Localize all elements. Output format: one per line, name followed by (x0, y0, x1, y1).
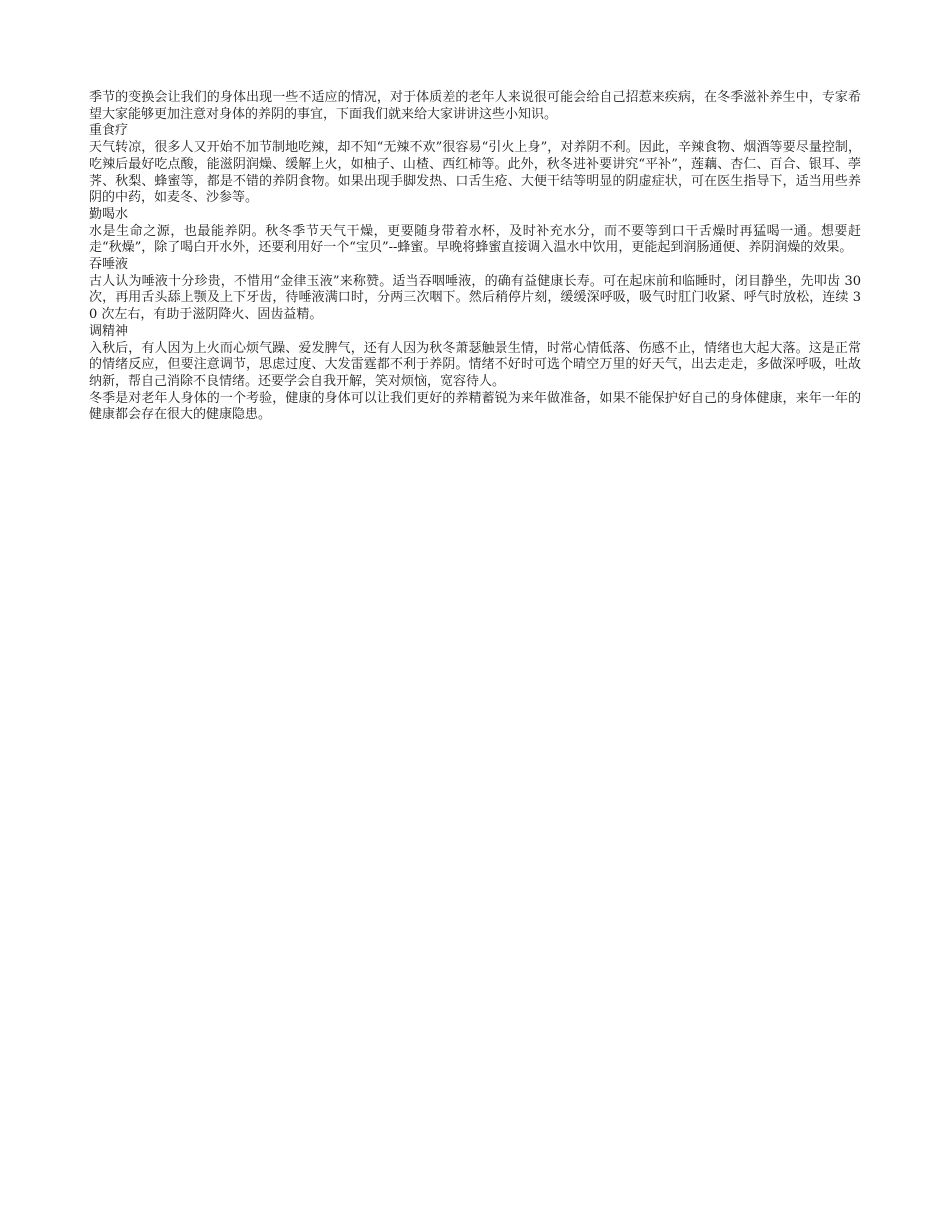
section-body-water: 水是生命之源，也最能养阴。秋冬季节天气干燥，更要随身带着水杯，及时补充水分，而不要等到口干舌燥时再猛喝一通。想要赶走“秋燥”，除了喝白开水外，还要利用好一个“宝贝”--蜂蜜。早晚将蜂蜜直接调入温水中饮用，更能起到润肠通便、养阴润燥的效果。 (89, 223, 861, 256)
article (89, 90, 866, 424)
section-body-spirit: 入秋后，有人因为上火而心烦气躁、爱发脾气，还有人因为秋冬萧瑟触景生情，时常心情低落、伤感不止，情绪也大起大落。这是正常的情绪反应，但要注意调节，思虑过度、大发雷霆都不利于养阴。情绪不好时可选个晴空万里的好天气，出去走走，多做深呼吸，吐故纳新，帮自己消除不良情绪。还要学会自我开解，笑对烦恼，宽容待人。 (89, 340, 861, 389)
section-heading-saliva: 吞唾液 (89, 257, 129, 273)
section-body-diet: 天气转凉，很多人又开始不加节制地吃辣，却不知“无辣不欢”很容易“引火上身”，对养阴不利。因此，辛辣食物、烟酒等要尽量控制，吃辣后最好吃点酸，能滋阴润燥、缓解上火，如柚子、山楂、西红柿等。此外，秋冬进补要讲究“平补”，莲藕、杏仁、百合、银耳、荸荠、秋梨、蜂蜜等，都是不错的养阴食物。如果出现手脚发热、口舌生疮、大便干结等明显的阴虚症状，可在医生指导下，适当用些养阴的中药，如麦冬、沙参等。 (89, 140, 861, 206)
intro-paragraph: 季节的变换会让我们的身体出现一些不适应的情况，对于体质差的老年人来说很可能会给自己招惹来疾病，在冬季滋补养生中，专家希望大家能够更加注意对身体的养阴的事宜，下面我们就来给大家讲讲这些小知识。 (89, 90, 861, 122)
conclusion-paragraph: 冬季是对老年人身体的一个考验，健康的身体可以让我们更好的养精蓄锐为来年做准备，如果不能保护好自己的身体健康，来年一年的健康都会存在很大的健康隐患。 (89, 390, 861, 423)
section-heading-spirit: 调精神 (89, 323, 129, 339)
section-heading-water: 勤喝水 (89, 206, 129, 222)
section-heading-diet: 重食疗 (89, 123, 129, 139)
section-body-saliva: 古人认为唾液十分珍贵，不惜用“金律玉液”来称赞。适当吞咽唾液，的确有益健康长寿。可在起床前和临睡时，闭目静坐，先叩齿 30 次，再用舌头舔上颚及上下牙齿，待唾液满口时，分两三次咽下。然后稍停片刻，缓缓深呼吸，吸气时肛门收紧、呼气时放松，连续 30 次左右，有助于滋阴降火、固齿益精。 (89, 273, 866, 323)
